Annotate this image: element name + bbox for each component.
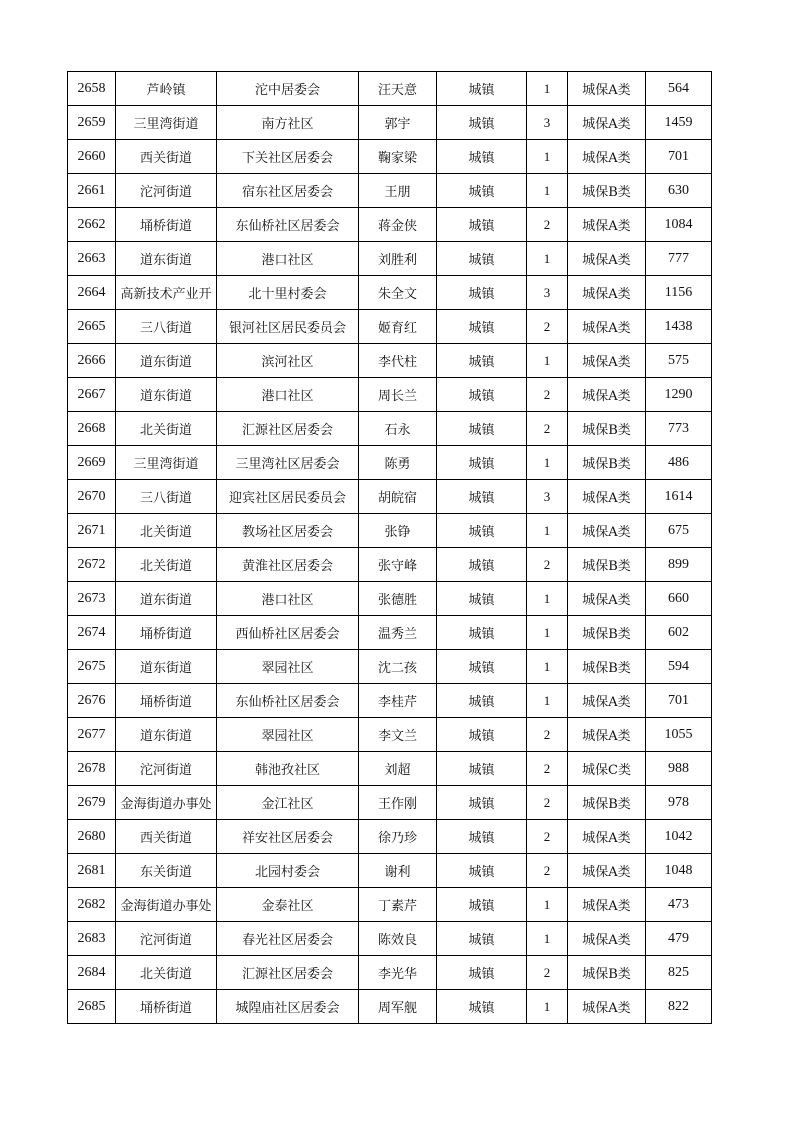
cell-street: 北关街道 bbox=[116, 956, 217, 990]
cell-person-name: 李光华 bbox=[359, 956, 437, 990]
cell-community: 城隍庙社区居委会 bbox=[217, 990, 359, 1024]
cell-amount: 1459 bbox=[646, 106, 712, 140]
table-row bbox=[68, 480, 712, 514]
cell-street: 三里湾街道 bbox=[116, 106, 217, 140]
cell-area-type: 城镇 bbox=[437, 480, 527, 514]
cell-category: 城保A类 bbox=[568, 140, 646, 174]
cell-person-name: 谢利 bbox=[359, 854, 437, 888]
cell-household-count: 1 bbox=[527, 990, 568, 1024]
cell-area-type: 城镇 bbox=[437, 854, 527, 888]
table-row bbox=[68, 310, 712, 344]
cell-area-type: 城镇 bbox=[437, 786, 527, 820]
cell-serial-number: 2669 bbox=[68, 446, 116, 480]
cell-community: 金江社区 bbox=[217, 786, 359, 820]
cell-household-count: 1 bbox=[527, 582, 568, 616]
cell-person-name: 朱全文 bbox=[359, 276, 437, 310]
cell-household-count: 1 bbox=[527, 174, 568, 208]
cell-serial-number: 2678 bbox=[68, 752, 116, 786]
cell-amount: 978 bbox=[646, 786, 712, 820]
cell-area-type: 城镇 bbox=[437, 140, 527, 174]
cell-community: 滨河社区 bbox=[217, 344, 359, 378]
cell-community: 春光社区居委会 bbox=[217, 922, 359, 956]
table-row bbox=[68, 616, 712, 650]
cell-community: 黄淮社区居委会 bbox=[217, 548, 359, 582]
cell-amount: 822 bbox=[646, 990, 712, 1024]
cell-category: 城保A类 bbox=[568, 480, 646, 514]
cell-community: 下关社区居委会 bbox=[217, 140, 359, 174]
cell-household-count: 3 bbox=[527, 480, 568, 514]
cell-amount: 594 bbox=[646, 650, 712, 684]
cell-street: 三里湾街道 bbox=[116, 446, 217, 480]
cell-household-count: 3 bbox=[527, 106, 568, 140]
table-row bbox=[68, 548, 712, 582]
cell-amount: 479 bbox=[646, 922, 712, 956]
cell-household-count: 2 bbox=[527, 548, 568, 582]
table-row bbox=[68, 854, 712, 888]
cell-community: 港口社区 bbox=[217, 582, 359, 616]
cell-street: 道东街道 bbox=[116, 582, 217, 616]
cell-category: 城保A类 bbox=[568, 514, 646, 548]
cell-community: 东仙桥社区居委会 bbox=[217, 208, 359, 242]
cell-street: 芦岭镇 bbox=[116, 72, 217, 106]
table-row bbox=[68, 208, 712, 242]
cell-amount: 701 bbox=[646, 684, 712, 718]
cell-community: 港口社区 bbox=[217, 242, 359, 276]
cell-person-name: 刘超 bbox=[359, 752, 437, 786]
cell-area-type: 城镇 bbox=[437, 616, 527, 650]
cell-area-type: 城镇 bbox=[437, 242, 527, 276]
cell-serial-number: 2662 bbox=[68, 208, 116, 242]
cell-amount: 1156 bbox=[646, 276, 712, 310]
cell-household-count: 2 bbox=[527, 412, 568, 446]
cell-serial-number: 2685 bbox=[68, 990, 116, 1024]
cell-area-type: 城镇 bbox=[437, 412, 527, 446]
cell-household-count: 1 bbox=[527, 888, 568, 922]
cell-amount: 564 bbox=[646, 72, 712, 106]
cell-amount: 1084 bbox=[646, 208, 712, 242]
cell-area-type: 城镇 bbox=[437, 718, 527, 752]
cell-amount: 602 bbox=[646, 616, 712, 650]
cell-household-count: 2 bbox=[527, 820, 568, 854]
table-body bbox=[68, 72, 712, 1024]
cell-category: 城保B类 bbox=[568, 650, 646, 684]
cell-serial-number: 2670 bbox=[68, 480, 116, 514]
table-row bbox=[68, 786, 712, 820]
cell-amount: 701 bbox=[646, 140, 712, 174]
cell-serial-number: 2674 bbox=[68, 616, 116, 650]
cell-street: 道东街道 bbox=[116, 242, 217, 276]
cell-street: 高新技术产业开 bbox=[116, 276, 217, 310]
cell-community: 银河社区居民委员会 bbox=[217, 310, 359, 344]
cell-person-name: 周长兰 bbox=[359, 378, 437, 412]
cell-serial-number: 2684 bbox=[68, 956, 116, 990]
cell-street: 金海街道办事处 bbox=[116, 786, 217, 820]
cell-category: 城保B类 bbox=[568, 412, 646, 446]
cell-area-type: 城镇 bbox=[437, 684, 527, 718]
cell-serial-number: 2676 bbox=[68, 684, 116, 718]
cell-community: 祥安社区居委会 bbox=[217, 820, 359, 854]
cell-category: 城保A类 bbox=[568, 582, 646, 616]
table-row bbox=[68, 684, 712, 718]
cell-household-count: 1 bbox=[527, 650, 568, 684]
cell-area-type: 城镇 bbox=[437, 378, 527, 412]
cell-serial-number: 2667 bbox=[68, 378, 116, 412]
cell-serial-number: 2663 bbox=[68, 242, 116, 276]
cell-amount: 1438 bbox=[646, 310, 712, 344]
table-row bbox=[68, 990, 712, 1024]
cell-category: 城保A类 bbox=[568, 378, 646, 412]
cell-amount: 1614 bbox=[646, 480, 712, 514]
cell-category: 城保A类 bbox=[568, 888, 646, 922]
cell-category: 城保B类 bbox=[568, 786, 646, 820]
cell-amount: 988 bbox=[646, 752, 712, 786]
cell-area-type: 城镇 bbox=[437, 990, 527, 1024]
cell-area-type: 城镇 bbox=[437, 208, 527, 242]
cell-household-count: 1 bbox=[527, 514, 568, 548]
cell-street: 沱河街道 bbox=[116, 752, 217, 786]
cell-street: 北关街道 bbox=[116, 514, 217, 548]
cell-street: 东关街道 bbox=[116, 854, 217, 888]
cell-serial-number: 2677 bbox=[68, 718, 116, 752]
cell-serial-number: 2675 bbox=[68, 650, 116, 684]
cell-street: 北关街道 bbox=[116, 548, 217, 582]
table-row bbox=[68, 412, 712, 446]
cell-street: 埇桥街道 bbox=[116, 208, 217, 242]
cell-household-count: 1 bbox=[527, 616, 568, 650]
cell-household-count: 1 bbox=[527, 446, 568, 480]
cell-serial-number: 2664 bbox=[68, 276, 116, 310]
cell-person-name: 刘胜利 bbox=[359, 242, 437, 276]
cell-community: 三里湾社区居委会 bbox=[217, 446, 359, 480]
cell-category: 城保A类 bbox=[568, 310, 646, 344]
cell-person-name: 沈二孩 bbox=[359, 650, 437, 684]
cell-amount: 1042 bbox=[646, 820, 712, 854]
cell-street: 道东街道 bbox=[116, 718, 217, 752]
cell-area-type: 城镇 bbox=[437, 72, 527, 106]
cell-community: 南方社区 bbox=[217, 106, 359, 140]
cell-area-type: 城镇 bbox=[437, 922, 527, 956]
cell-person-name: 姬育红 bbox=[359, 310, 437, 344]
cell-area-type: 城镇 bbox=[437, 276, 527, 310]
cell-community: 北园村委会 bbox=[217, 854, 359, 888]
cell-area-type: 城镇 bbox=[437, 820, 527, 854]
cell-category: 城保B类 bbox=[568, 616, 646, 650]
cell-community: 港口社区 bbox=[217, 378, 359, 412]
cell-household-count: 1 bbox=[527, 242, 568, 276]
cell-street: 三八街道 bbox=[116, 480, 217, 514]
cell-area-type: 城镇 bbox=[437, 514, 527, 548]
cell-street: 沱河街道 bbox=[116, 922, 217, 956]
cell-category: 城保A类 bbox=[568, 106, 646, 140]
cell-household-count: 2 bbox=[527, 786, 568, 820]
table-row bbox=[68, 106, 712, 140]
cell-area-type: 城镇 bbox=[437, 446, 527, 480]
cell-person-name: 张守峰 bbox=[359, 548, 437, 582]
cell-category: 城保A类 bbox=[568, 242, 646, 276]
cell-community: 北十里村委会 bbox=[217, 276, 359, 310]
cell-person-name: 郭宇 bbox=[359, 106, 437, 140]
cell-serial-number: 2673 bbox=[68, 582, 116, 616]
table-row bbox=[68, 888, 712, 922]
table-row bbox=[68, 276, 712, 310]
cell-serial-number: 2671 bbox=[68, 514, 116, 548]
cell-category: 城保A类 bbox=[568, 922, 646, 956]
table-row bbox=[68, 174, 712, 208]
cell-household-count: 2 bbox=[527, 752, 568, 786]
cell-person-name: 徐乃珍 bbox=[359, 820, 437, 854]
table-row bbox=[68, 956, 712, 990]
cell-person-name: 胡皖宿 bbox=[359, 480, 437, 514]
cell-street: 道东街道 bbox=[116, 344, 217, 378]
cell-household-count: 2 bbox=[527, 718, 568, 752]
cell-household-count: 2 bbox=[527, 956, 568, 990]
cell-area-type: 城镇 bbox=[437, 344, 527, 378]
cell-street: 三八街道 bbox=[116, 310, 217, 344]
cell-amount: 1048 bbox=[646, 854, 712, 888]
table-row bbox=[68, 344, 712, 378]
cell-amount: 899 bbox=[646, 548, 712, 582]
cell-serial-number: 2659 bbox=[68, 106, 116, 140]
cell-category: 城保A类 bbox=[568, 854, 646, 888]
cell-household-count: 1 bbox=[527, 922, 568, 956]
cell-person-name: 周军舰 bbox=[359, 990, 437, 1024]
table-row bbox=[68, 378, 712, 412]
table-row bbox=[68, 446, 712, 480]
cell-person-name: 王作刚 bbox=[359, 786, 437, 820]
cell-category: 城保A类 bbox=[568, 718, 646, 752]
cell-serial-number: 2666 bbox=[68, 344, 116, 378]
cell-amount: 675 bbox=[646, 514, 712, 548]
cell-area-type: 城镇 bbox=[437, 650, 527, 684]
cell-household-count: 1 bbox=[527, 344, 568, 378]
cell-street: 道东街道 bbox=[116, 650, 217, 684]
cell-category: 城保A类 bbox=[568, 72, 646, 106]
cell-person-name: 石永 bbox=[359, 412, 437, 446]
cell-community: 沱中居委会 bbox=[217, 72, 359, 106]
cell-household-count: 1 bbox=[527, 72, 568, 106]
table-row bbox=[68, 820, 712, 854]
cell-category: 城保B类 bbox=[568, 174, 646, 208]
cell-street: 沱河街道 bbox=[116, 174, 217, 208]
cell-category: 城保A类 bbox=[568, 820, 646, 854]
cell-category: 城保A类 bbox=[568, 684, 646, 718]
cell-community: 迎宾社区居民委员会 bbox=[217, 480, 359, 514]
cell-community: 翠园社区 bbox=[217, 650, 359, 684]
cell-serial-number: 2682 bbox=[68, 888, 116, 922]
cell-amount: 773 bbox=[646, 412, 712, 446]
cell-community: 翠园社区 bbox=[217, 718, 359, 752]
cell-household-count: 3 bbox=[527, 276, 568, 310]
cell-area-type: 城镇 bbox=[437, 752, 527, 786]
cell-household-count: 2 bbox=[527, 310, 568, 344]
cell-street: 埇桥街道 bbox=[116, 684, 217, 718]
subsidy-roster-table bbox=[67, 71, 712, 1024]
cell-community: 东仙桥社区居委会 bbox=[217, 684, 359, 718]
cell-serial-number: 2658 bbox=[68, 72, 116, 106]
table-row bbox=[68, 242, 712, 276]
cell-amount: 473 bbox=[646, 888, 712, 922]
cell-household-count: 2 bbox=[527, 378, 568, 412]
cell-area-type: 城镇 bbox=[437, 310, 527, 344]
cell-area-type: 城镇 bbox=[437, 174, 527, 208]
cell-serial-number: 2672 bbox=[68, 548, 116, 582]
cell-person-name: 李代柱 bbox=[359, 344, 437, 378]
cell-person-name: 陈效良 bbox=[359, 922, 437, 956]
cell-person-name: 陈勇 bbox=[359, 446, 437, 480]
cell-area-type: 城镇 bbox=[437, 106, 527, 140]
cell-category: 城保C类 bbox=[568, 752, 646, 786]
cell-category: 城保A类 bbox=[568, 344, 646, 378]
cell-street: 金海街道办事处 bbox=[116, 888, 217, 922]
cell-street: 道东街道 bbox=[116, 378, 217, 412]
cell-serial-number: 2683 bbox=[68, 922, 116, 956]
cell-person-name: 李文兰 bbox=[359, 718, 437, 752]
cell-category: 城保B类 bbox=[568, 548, 646, 582]
table-row bbox=[68, 718, 712, 752]
cell-amount: 486 bbox=[646, 446, 712, 480]
cell-amount: 777 bbox=[646, 242, 712, 276]
cell-street: 埇桥街道 bbox=[116, 616, 217, 650]
cell-community: 韩池孜社区 bbox=[217, 752, 359, 786]
cell-serial-number: 2679 bbox=[68, 786, 116, 820]
table-row bbox=[68, 582, 712, 616]
cell-household-count: 2 bbox=[527, 854, 568, 888]
cell-serial-number: 2681 bbox=[68, 854, 116, 888]
cell-community: 西仙桥社区居委会 bbox=[217, 616, 359, 650]
cell-community: 汇源社区居委会 bbox=[217, 956, 359, 990]
cell-community: 金泰社区 bbox=[217, 888, 359, 922]
cell-serial-number: 2668 bbox=[68, 412, 116, 446]
cell-community: 汇源社区居委会 bbox=[217, 412, 359, 446]
cell-serial-number: 2661 bbox=[68, 174, 116, 208]
table-row bbox=[68, 72, 712, 106]
cell-person-name: 汪天意 bbox=[359, 72, 437, 106]
cell-area-type: 城镇 bbox=[437, 956, 527, 990]
cell-street: 西关街道 bbox=[116, 140, 217, 174]
cell-amount: 1290 bbox=[646, 378, 712, 412]
cell-household-count: 2 bbox=[527, 208, 568, 242]
cell-serial-number: 2665 bbox=[68, 310, 116, 344]
cell-amount: 575 bbox=[646, 344, 712, 378]
cell-person-name: 李桂芹 bbox=[359, 684, 437, 718]
cell-household-count: 1 bbox=[527, 684, 568, 718]
cell-amount: 1055 bbox=[646, 718, 712, 752]
cell-street: 北关街道 bbox=[116, 412, 217, 446]
cell-category: 城保A类 bbox=[568, 208, 646, 242]
cell-person-name: 鞠家梁 bbox=[359, 140, 437, 174]
cell-person-name: 张德胜 bbox=[359, 582, 437, 616]
table-row bbox=[68, 140, 712, 174]
cell-street: 埇桥街道 bbox=[116, 990, 217, 1024]
cell-amount: 660 bbox=[646, 582, 712, 616]
table-row bbox=[68, 514, 712, 548]
cell-amount: 630 bbox=[646, 174, 712, 208]
cell-category: 城保B类 bbox=[568, 956, 646, 990]
cell-area-type: 城镇 bbox=[437, 582, 527, 616]
cell-category: 城保B类 bbox=[568, 446, 646, 480]
cell-household-count: 1 bbox=[527, 140, 568, 174]
cell-community: 教场社区居委会 bbox=[217, 514, 359, 548]
cell-category: 城保A类 bbox=[568, 276, 646, 310]
cell-person-name: 蒋金侠 bbox=[359, 208, 437, 242]
cell-street: 西关街道 bbox=[116, 820, 217, 854]
cell-serial-number: 2660 bbox=[68, 140, 116, 174]
table-row bbox=[68, 752, 712, 786]
cell-person-name: 张铮 bbox=[359, 514, 437, 548]
cell-category: 城保A类 bbox=[568, 990, 646, 1024]
cell-person-name: 丁素芹 bbox=[359, 888, 437, 922]
table-row bbox=[68, 922, 712, 956]
table-row bbox=[68, 650, 712, 684]
cell-area-type: 城镇 bbox=[437, 548, 527, 582]
cell-area-type: 城镇 bbox=[437, 888, 527, 922]
cell-serial-number: 2680 bbox=[68, 820, 116, 854]
cell-person-name: 温秀兰 bbox=[359, 616, 437, 650]
cell-community: 宿东社区居委会 bbox=[217, 174, 359, 208]
cell-amount: 825 bbox=[646, 956, 712, 990]
cell-person-name: 王朋 bbox=[359, 174, 437, 208]
